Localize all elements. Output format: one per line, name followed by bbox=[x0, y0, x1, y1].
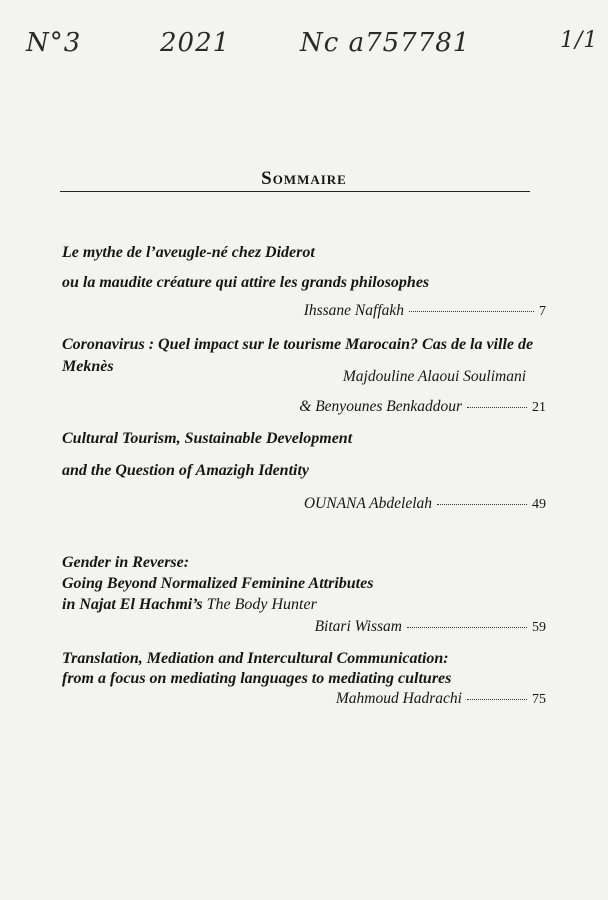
entry-4-book-title: The Body Hunter bbox=[206, 596, 317, 613]
entry-5-author bbox=[336, 690, 546, 708]
entry-5-title-line-1: Translation, Mediation and Intercultural Communication: bbox=[62, 650, 449, 667]
entry-4-author bbox=[315, 618, 546, 636]
dot-leader bbox=[409, 311, 534, 312]
entry-2-author-1 bbox=[343, 368, 526, 386]
entry-2-author-2 bbox=[299, 398, 546, 416]
entry-3-author bbox=[304, 495, 546, 513]
entry-4-title-line-2: Going Beyond Normalized Feminine Attributes bbox=[62, 575, 374, 592]
entry-5-title-line-2: from a focus on mediating languages to mediating cultures bbox=[62, 670, 452, 687]
entry-2-title: Coronavirus : Quel impact sur le tourisme Marocain? Cas de la ville de Meknès bbox=[62, 336, 534, 375]
author-name: Majdouline Alaoui Soulimani bbox=[342, 368, 526, 385]
entry-3-title-line-2: and the Question of Amazigh Identity bbox=[58, 462, 309, 479]
dot-leader bbox=[407, 627, 527, 628]
handwritten-issue-number: N°3 bbox=[26, 28, 82, 58]
handwritten-year: 2021 bbox=[160, 28, 231, 58]
page-number: 7 bbox=[539, 304, 546, 319]
dot-leader bbox=[467, 407, 527, 408]
page-title: Sommaire bbox=[261, 168, 347, 189]
title-underline bbox=[60, 191, 530, 192]
entry-1-title-line-2: ou la maudite créature qui attire les grands philosophes bbox=[62, 274, 430, 291]
page-number: 49 bbox=[532, 497, 546, 512]
entry-4-title-prefix: in Najat El Hachmi’s bbox=[62, 596, 207, 613]
author-name: OUNANA Abdelelah bbox=[303, 495, 432, 512]
entry-1-title-line-1: Le mythe de l’aveugle-né chez Diderot bbox=[62, 244, 315, 261]
author-name: Ihssane Naffakh bbox=[303, 302, 404, 319]
author-name: Mahmoud Hadrachi bbox=[335, 690, 462, 707]
page-number: 21 bbox=[532, 400, 546, 415]
entry-3-title-line-1: Cultural Tourism, Sustainable Development bbox=[62, 430, 353, 447]
page-number: 75 bbox=[532, 692, 546, 707]
handwritten-reference: Nc a757781 bbox=[300, 28, 471, 58]
entry-4-title-line-1: Gender in Reverse: bbox=[62, 554, 190, 571]
author-name: Bitari Wissam bbox=[314, 618, 402, 635]
dot-leader bbox=[437, 504, 527, 505]
page-number: 59 bbox=[532, 620, 546, 635]
author-name: & Benyounes Benkaddour bbox=[299, 398, 462, 415]
dot-leader bbox=[467, 699, 527, 700]
entry-4-title-line-3 bbox=[62, 596, 317, 614]
handwritten-page-mark: 1/1 bbox=[560, 28, 599, 53]
entry-1-author bbox=[304, 302, 546, 320]
